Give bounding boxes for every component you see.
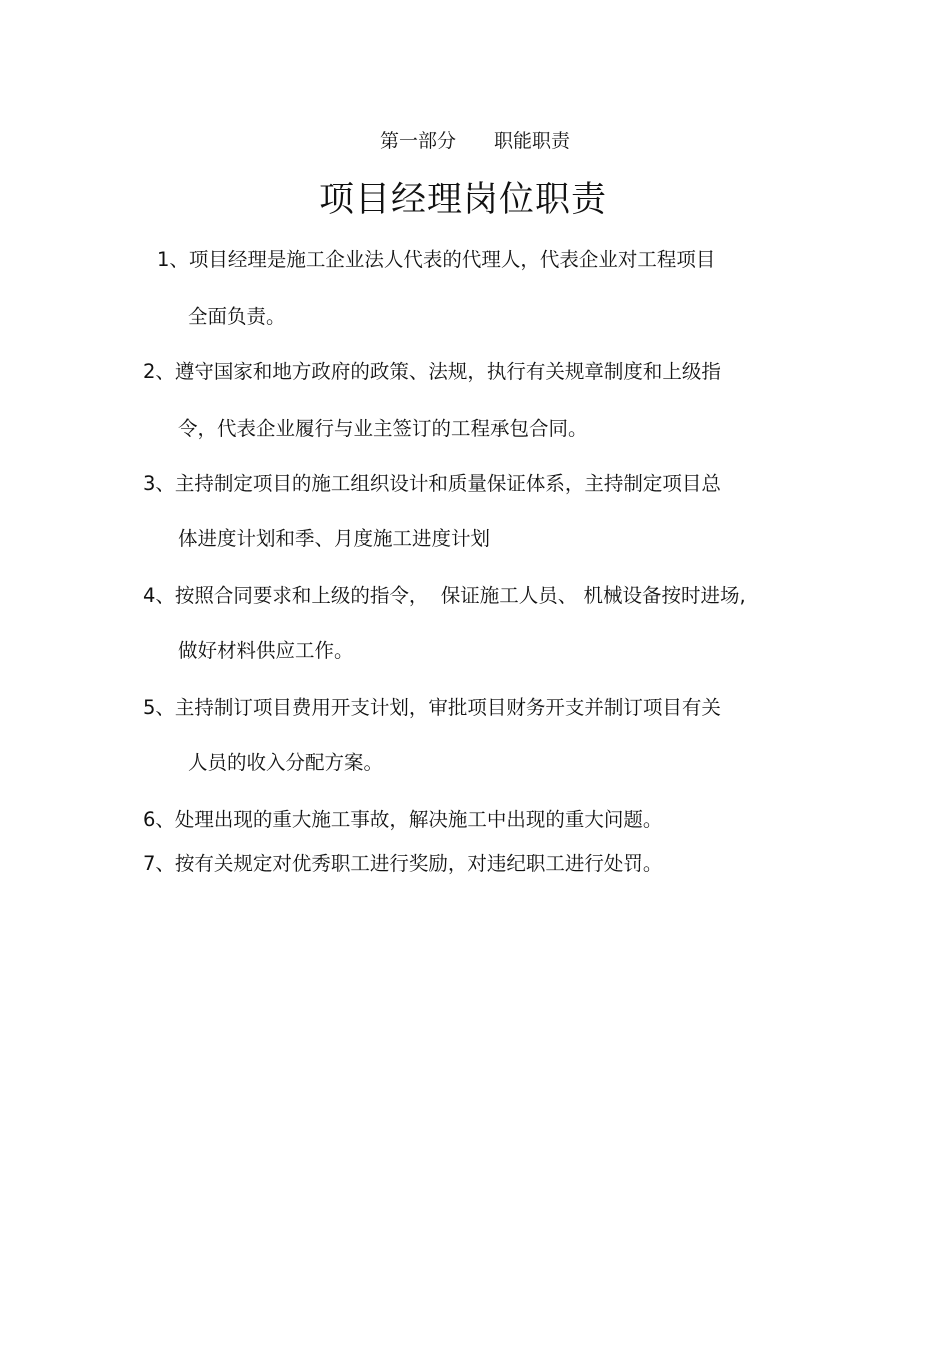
duty-item-1-line-2: 全面负责。 — [188, 305, 286, 328]
duty-item-3-line-2: 体进度计划和季、月度施工进度计划 — [178, 527, 491, 550]
duty-item-7-line-1: 7、按有关规定对优秀职工进行奖励，对违纪职工进行处罚。 — [143, 852, 663, 875]
part-heading — [0, 128, 950, 154]
document-title: 项目经理岗位职责 — [318, 180, 607, 220]
part-name: 职能职责 — [494, 130, 571, 152]
duty-item-3-line-1: 3、主持制定项目的施工组织设计和质量保证体系，主持制定项目总 — [143, 472, 721, 495]
duty-item-4-line-2: 做好材料供应工作。 — [178, 639, 354, 662]
duty-item-5-line-2: 人员的收入分配方案。 — [188, 751, 384, 774]
part-label: 第一部分 — [379, 130, 456, 152]
duty-item-2-line-1: 2、遵守国家和地方政府的政策、法规，执行有关规章制度和上级指 — [143, 360, 721, 383]
duty-item-4-line-1: 4、按照合同要求和上级的指令， 保证施工人员、 机械设备按时进场, — [143, 584, 746, 607]
duty-item-2-line-2: 令，代表企业履行与业主签订的工程承包合同。 — [178, 417, 588, 440]
duty-item-6-line-1: 6、处理出现的重大施工事故，解决施工中出现的重大问题。 — [143, 808, 663, 831]
duty-item-1-line-1: 1、项目经理是施工企业法人代表的代理人，代表企业对工程项目 — [157, 248, 716, 271]
duty-item-5-line-1: 5、主持制订项目费用开支计划，审批项目财务开支并制订项目有关 — [143, 696, 721, 719]
